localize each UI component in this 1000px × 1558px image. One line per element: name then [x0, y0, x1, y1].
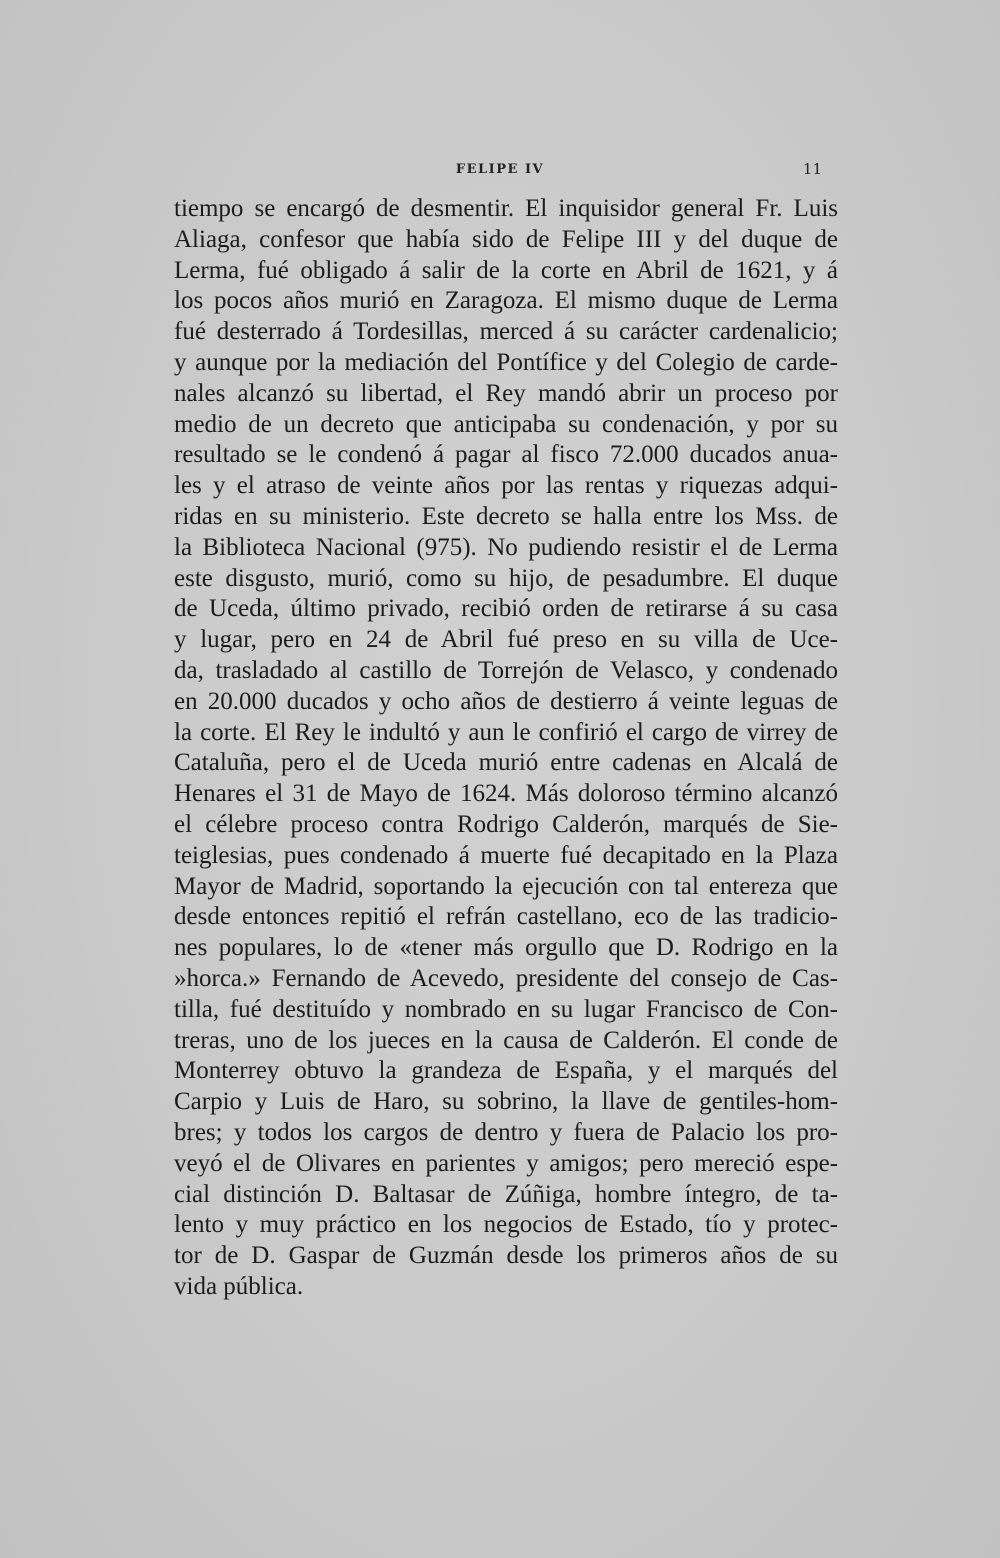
text-line: nales alcanzó su libertad, el Rey mandó abrir un proceso por	[174, 379, 838, 407]
text-line: teiglesias, pues condenado á muerte fué decapitado en la Plaza	[174, 841, 838, 869]
text-line: ridas en su ministerio. Este decreto se halla entre los Mss. de	[174, 502, 838, 530]
page-number: 11	[802, 160, 822, 178]
text-line: este disgusto, murió, como su hijo, de pesadumbre. El duque	[174, 564, 838, 592]
text-line: Mayor de Madrid, soportando la ejecución con tal entereza que	[174, 872, 838, 900]
text-line: tor de D. Gaspar de Guzmán desde los primeros años de su	[174, 1242, 838, 1270]
text-line: tilla, fué destituído y nombrado en su lugar Francisco de Con-	[174, 995, 838, 1023]
text-line: vida pública.	[174, 1272, 304, 1300]
text-line: tiempo se encargó de desmentir. El inquisidor general Fr. Luis	[174, 195, 838, 222]
text-line: nes populares, lo de «tener más orgullo que D. Rodrigo en la	[174, 934, 838, 962]
text-line: en 20.000 ducados y ocho años de destierro á veinte leguas de	[174, 687, 838, 715]
text-line: Aliaga, confesor que había sido de Felipe III y del duque de	[174, 225, 838, 253]
text-line: da, trasladado al castillo de Torrejón de Velasco, y condenado	[174, 656, 838, 684]
text-line: y lugar, pero en 24 de Abril fué preso en su villa de Uce-	[174, 626, 838, 654]
text-line: el célebre proceso contra Rodrigo Calderón, marqués de Sie-	[174, 810, 838, 838]
text-line: Monterrey obtuvo la grandeza de España, y el marqués del	[174, 1057, 838, 1085]
text-line: Carpio y Luis de Haro, su sobrino, la llave de gentiles-hom-	[174, 1088, 838, 1116]
text-line: lento y muy práctico en los negocios de Estado, tío y protec-	[174, 1211, 838, 1239]
text-line: cial distinción D. Baltasar de Zúñiga, hombre íntegro, de ta-	[174, 1180, 838, 1208]
text-line: fué desterrado á Tordesillas, merced á su carácter cardenalicio;	[174, 318, 838, 346]
text-line: veyó el de Olivares en parientes y amigos; pero mereció espe-	[174, 1149, 838, 1177]
text-line: treras, uno de los jueces en la causa de Calderón. El conde de	[174, 1026, 838, 1054]
text-line: desde entonces repitió el refrán castellano, eco de las tradicio-	[174, 903, 838, 931]
text-line: la Biblioteca Nacional (975). No pudiendo resistir el de Lerma	[174, 533, 838, 561]
text-line: los pocos años murió en Zaragoza. El mismo duque de Lerma	[174, 287, 838, 315]
running-title: FELIPE IV	[455, 162, 545, 177]
text-line: bres; y todos los cargos de dentro y fuera de Palacio los pro-	[174, 1118, 838, 1146]
text-line: Cataluña, pero el de Uceda murió entre cadenas en Alcalá de	[174, 749, 838, 777]
text-line: y aunque por la mediación del Pontífice y del Colegio de carde-	[174, 348, 838, 376]
running-head	[174, 158, 826, 186]
text-line: de Uceda, último privado, recibió orden de retirarse á su casa	[174, 595, 838, 623]
text-line: »horca.» Fernando de Acevedo, presidente del consejo de Cas-	[174, 964, 838, 992]
text-line: resultado se le condenó á pagar al fisco 72.000 ducados anua-	[174, 441, 838, 469]
text-line: les y el atraso de veinte años por las rentas y riquezas adqui-	[174, 472, 838, 500]
body-text	[174, 194, 838, 1303]
text-line: la corte. El Rey le indultó y aun le confirió el cargo de virrey de	[174, 718, 838, 746]
text-line: medio de un decreto que anticipaba su condenación, y por su	[174, 410, 838, 438]
text-line: Henares el 31 de Mayo de 1624. Más doloroso término alcanzó	[174, 780, 838, 808]
text-line: Lerma, fué obligado á salir de la corte en Abril de 1621, y á	[174, 256, 838, 284]
